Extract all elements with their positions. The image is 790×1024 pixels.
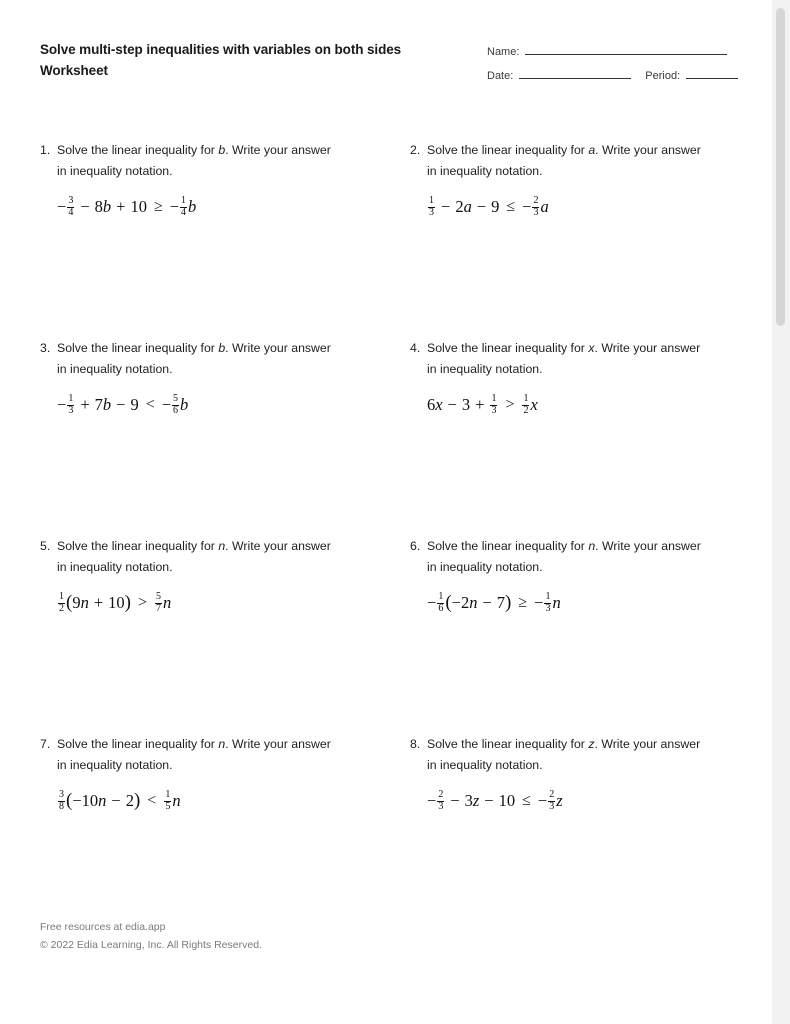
operator: + bbox=[116, 197, 126, 217]
coefficient: 2 bbox=[455, 197, 464, 217]
problem-prompt bbox=[40, 338, 336, 380]
fraction-one-half: $\frac{1}{2}$ bbox=[59, 591, 64, 614]
operator: − bbox=[116, 395, 126, 415]
operator: − bbox=[476, 197, 487, 217]
lead-sign: − bbox=[57, 395, 67, 415]
problem-prompt-text: Solve the linear inequality for z. Write your answer in inequality notation. bbox=[427, 737, 701, 773]
constant: 10 bbox=[130, 197, 147, 217]
operator: − bbox=[441, 197, 451, 217]
scrollbar-track[interactable] bbox=[772, 0, 790, 1024]
worksheet-title-line2: Worksheet bbox=[40, 62, 108, 78]
page-footer bbox=[40, 919, 262, 954]
rhs-variable: n bbox=[172, 791, 181, 811]
problem-prompt bbox=[40, 734, 336, 776]
problem-variable: n bbox=[588, 539, 596, 553]
scrollbar-thumb[interactable] bbox=[776, 8, 785, 326]
problem-prompt bbox=[410, 338, 706, 380]
fraction-one-sixth: $\frac{1}{6}$ bbox=[438, 591, 444, 614]
period-label: Period: bbox=[645, 70, 681, 82]
inner-sign: − bbox=[72, 791, 82, 811]
fraction-five-sixths: $\frac{5}{6}$ bbox=[173, 393, 179, 416]
rhs-variable: b bbox=[188, 197, 197, 217]
problem-variable: n bbox=[218, 539, 226, 553]
relation-symbol: > bbox=[137, 594, 147, 612]
problem-number: 7. bbox=[40, 737, 51, 751]
problem-item bbox=[410, 140, 740, 338]
inner-sign: − bbox=[451, 593, 461, 613]
rhs-sign: − bbox=[537, 791, 548, 811]
fraction-two-thirds: $\frac{2}{3}$ bbox=[549, 789, 555, 812]
problem-prompt-text: Solve the linear inequality for x. Write your answer in inequality notation. bbox=[427, 341, 701, 377]
operator: + bbox=[80, 395, 90, 415]
operator: − bbox=[447, 395, 457, 415]
rhs-sign: − bbox=[534, 593, 544, 613]
problem-prompt-text: Solve the linear inequality for b. Write your answer in inequality notation. bbox=[57, 143, 331, 179]
problem-prompt bbox=[40, 140, 336, 182]
close-paren: ) bbox=[133, 790, 141, 812]
rhs-variable: a bbox=[540, 197, 549, 217]
relation-symbol: ≥ bbox=[518, 594, 528, 612]
problem-expression bbox=[427, 788, 740, 814]
problem-variable: x bbox=[588, 341, 595, 355]
problem-prompt-text: Solve the linear inequality for a. Write your answer in inequality notation. bbox=[427, 143, 701, 179]
footer-copyright-line: © 2022 Edia Learning, Inc. All Rights Reserved. bbox=[40, 938, 262, 951]
fraction-one-third: $\frac{1}{3}$ bbox=[68, 393, 74, 416]
problem-variable: a bbox=[588, 143, 596, 157]
coefficient: 8 bbox=[94, 197, 103, 217]
coefficient: 2 bbox=[460, 593, 470, 613]
relation-symbol: < bbox=[145, 396, 155, 414]
date-period-field-row bbox=[487, 70, 742, 82]
fraction-one-third: $\frac{1}{3}$ bbox=[491, 393, 497, 416]
open-paren: ( bbox=[66, 790, 73, 812]
page-title bbox=[40, 40, 440, 82]
operator: − bbox=[482, 593, 492, 613]
problem-item bbox=[410, 734, 740, 932]
problem-prompt bbox=[40, 536, 336, 578]
problem-expression bbox=[57, 590, 410, 616]
problem-item bbox=[40, 338, 410, 536]
problem-variable: b bbox=[218, 341, 226, 355]
relation-symbol: ≤ bbox=[522, 792, 531, 810]
problem-prompt bbox=[410, 140, 706, 182]
period-input-line[interactable] bbox=[686, 78, 738, 79]
operator: − bbox=[111, 791, 121, 811]
close-paren: ) bbox=[124, 592, 131, 614]
problem-grid bbox=[40, 140, 740, 932]
constant: 10 bbox=[498, 791, 516, 811]
problem-variable: n bbox=[218, 737, 226, 751]
lead-sign: − bbox=[57, 197, 67, 217]
date-label: Date: bbox=[487, 70, 514, 82]
name-label: Name: bbox=[487, 46, 520, 58]
fraction-one-fourth: $\frac{1}{4}$ bbox=[181, 195, 187, 218]
problem-expression bbox=[427, 392, 740, 418]
problem-prompt-text: Solve the linear inequality for n. Write your answer in inequality notation. bbox=[57, 539, 331, 575]
coefficient: 3 bbox=[464, 791, 473, 811]
operator: − bbox=[80, 197, 90, 217]
problem-number: 1. bbox=[40, 143, 51, 157]
problem-prompt-text: Solve the linear inequality for n. Write your answer in inequality notation. bbox=[427, 539, 701, 575]
problem-expression bbox=[427, 590, 740, 616]
fraction-three-fourths: $\frac{3}{4}$ bbox=[68, 195, 74, 218]
coefficient: 6 bbox=[427, 395, 436, 415]
worksheet-title-line1: Solve multi-step inequalities with variables on both sides bbox=[40, 42, 402, 57]
problem-number: 3. bbox=[40, 341, 51, 355]
relation-symbol: < bbox=[147, 792, 157, 810]
problem-item bbox=[40, 734, 410, 932]
problem-item bbox=[40, 536, 410, 734]
term-variable: b bbox=[102, 395, 112, 415]
operator: − bbox=[450, 791, 460, 811]
problem-variable: z bbox=[588, 737, 595, 751]
fraction-three-eighths: $\frac{3}{8}$ bbox=[59, 789, 64, 812]
fraction-one-fifth: $\frac{1}{5}$ bbox=[165, 789, 171, 812]
constant: 3 bbox=[461, 395, 471, 415]
constant: 2 bbox=[125, 791, 134, 811]
worksheet-header bbox=[40, 40, 742, 94]
rhs-sign: − bbox=[522, 197, 532, 217]
fraction-two-thirds: $\frac{2}{3}$ bbox=[438, 789, 444, 812]
rhs-variable: z bbox=[556, 791, 563, 811]
problem-expression bbox=[427, 194, 740, 220]
lead-sign: − bbox=[427, 593, 437, 613]
problem-item bbox=[40, 140, 410, 338]
problem-expression bbox=[57, 788, 410, 814]
rhs-sign: − bbox=[161, 395, 172, 415]
fraction-two-thirds: $\frac{2}{3}$ bbox=[533, 195, 539, 218]
problem-prompt bbox=[410, 734, 706, 776]
problem-prompt bbox=[410, 536, 706, 578]
rhs-variable: n bbox=[163, 593, 172, 613]
constant: 10 bbox=[108, 593, 125, 613]
term-variable: a bbox=[463, 197, 472, 217]
close-paren: ) bbox=[505, 592, 512, 614]
problem-number: 8. bbox=[410, 737, 421, 751]
name-field-row bbox=[487, 46, 742, 58]
rhs-variable: b bbox=[180, 395, 189, 415]
name-input-line[interactable] bbox=[525, 54, 727, 55]
lead-sign: − bbox=[427, 791, 437, 811]
footer-resources-line: Free resources at edia.app bbox=[40, 921, 166, 934]
problem-expression bbox=[57, 392, 410, 418]
problem-prompt-text: Solve the linear inequality for b. Write your answer in inequality notation. bbox=[57, 341, 331, 377]
fraction-one-third: $\frac{1}{3}$ bbox=[545, 591, 551, 614]
date-input-line[interactable] bbox=[519, 78, 631, 79]
problem-number: 6. bbox=[410, 539, 421, 553]
problem-item bbox=[410, 338, 740, 536]
problem-number: 2. bbox=[410, 143, 421, 157]
problem-prompt-text: Solve the linear inequality for n. Write your answer in inequality notation. bbox=[57, 737, 331, 773]
problem-expression bbox=[57, 194, 410, 220]
operator: − bbox=[484, 791, 494, 811]
rhs-variable: n bbox=[552, 593, 561, 613]
problem-variable: b bbox=[218, 143, 226, 157]
fraction-one-third: $\frac{1}{3}$ bbox=[429, 195, 434, 218]
student-info-block bbox=[487, 40, 742, 94]
coefficient: 7 bbox=[94, 395, 103, 415]
term-variable: x bbox=[435, 395, 443, 415]
term-variable: n bbox=[469, 593, 478, 613]
problem-number: 5. bbox=[40, 539, 51, 553]
constant: 9 bbox=[491, 197, 500, 217]
relation-symbol: ≥ bbox=[153, 198, 163, 216]
operator: + bbox=[93, 593, 104, 613]
open-paren: ( bbox=[66, 592, 73, 614]
coefficient: 10 bbox=[81, 791, 99, 811]
term-variable: b bbox=[102, 197, 112, 217]
problem-item bbox=[410, 536, 740, 734]
operator: + bbox=[475, 395, 485, 415]
open-paren: ( bbox=[445, 592, 452, 614]
rhs-sign: − bbox=[169, 197, 180, 217]
constant: 7 bbox=[496, 593, 506, 613]
constant: 9 bbox=[130, 395, 139, 415]
problem-number: 4. bbox=[410, 341, 421, 355]
fraction-one-half: $\frac{1}{2}$ bbox=[523, 393, 529, 416]
term-variable: z bbox=[472, 791, 480, 811]
fraction-five-sevenths: $\frac{5}{7}$ bbox=[156, 591, 161, 614]
rhs-variable: x bbox=[530, 395, 538, 415]
coefficient: 9 bbox=[72, 593, 81, 613]
term-variable: n bbox=[80, 593, 89, 613]
relation-symbol: > bbox=[505, 396, 515, 414]
relation-symbol: ≤ bbox=[506, 198, 516, 216]
term-variable: n bbox=[98, 791, 107, 811]
